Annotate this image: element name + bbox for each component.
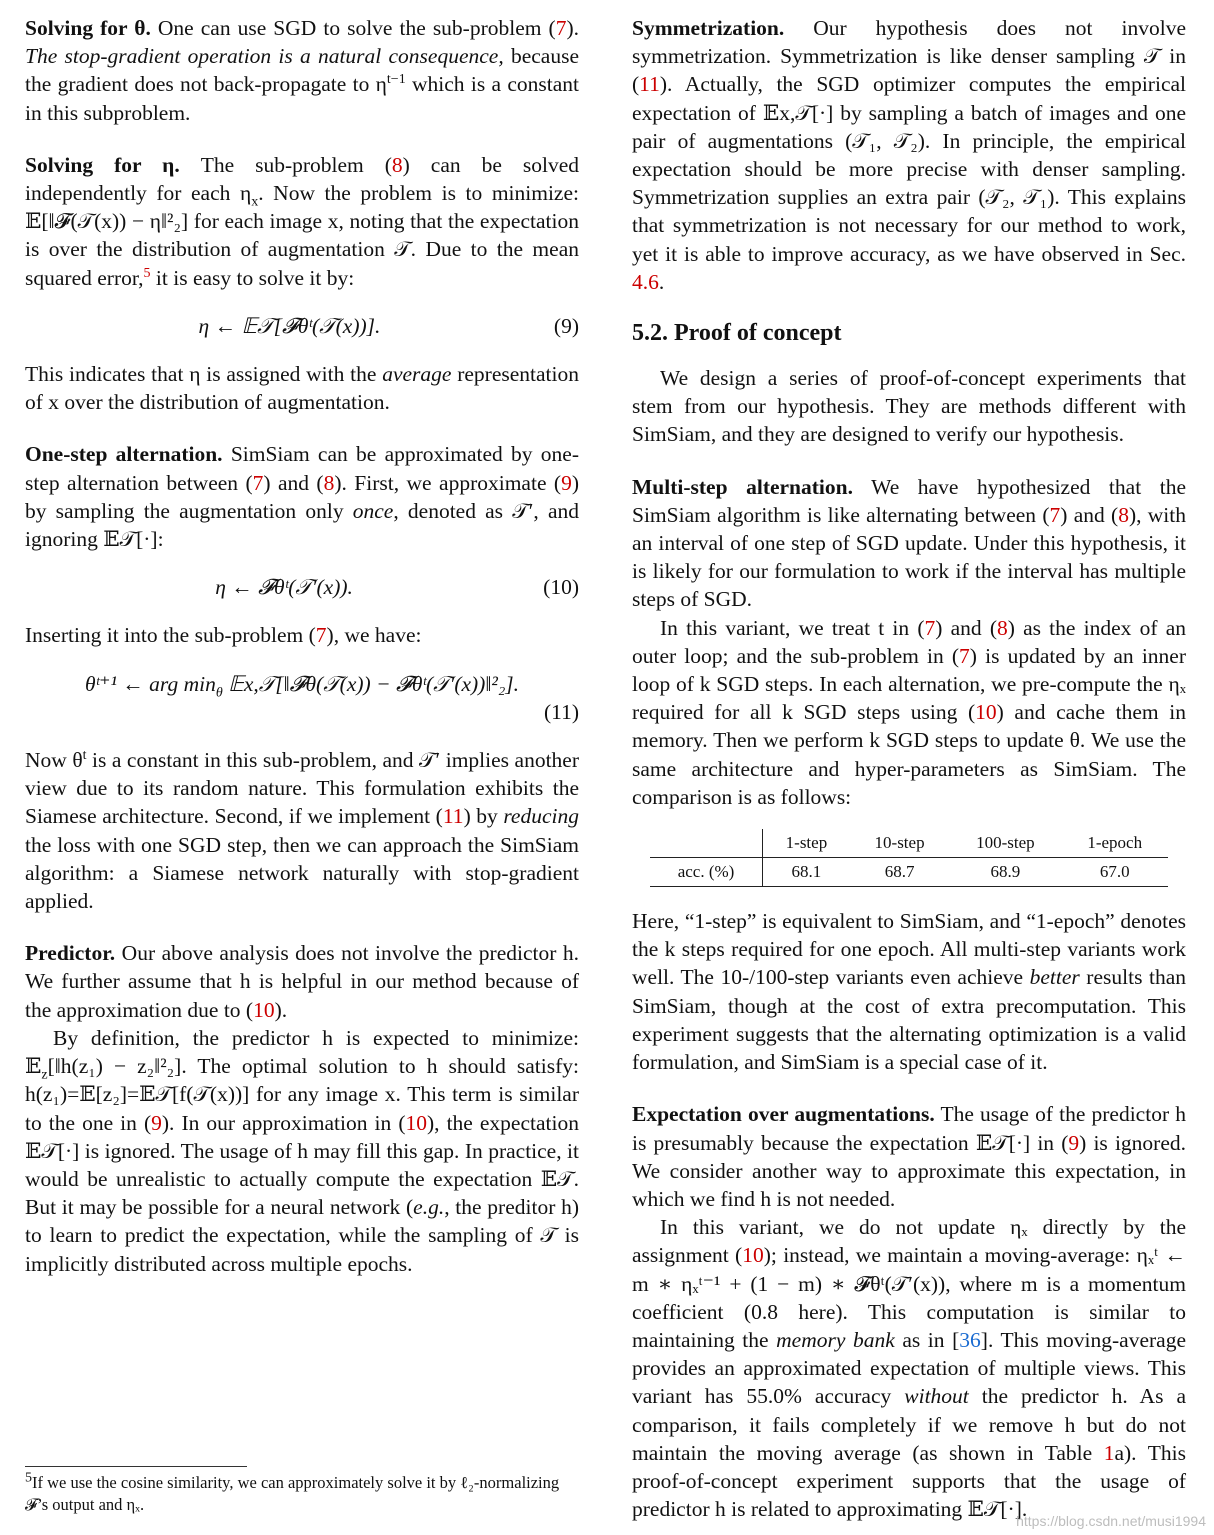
table-ref[interactable]: 1 (1103, 1440, 1115, 1465)
predictor-paragraph: Predictor. Our above analysis does not involve the predictor h. We further assume that h is helpful in our method because of the approximation due to (10). (25, 941, 579, 1022)
equation-ref[interactable]: 10 (253, 997, 275, 1022)
footnote-mark: 5 (25, 1470, 32, 1486)
equation-ref[interactable]: 10 (742, 1243, 764, 1268)
equation-number: (11) (543, 699, 579, 724)
equation-ref[interactable]: 8 (391, 152, 403, 177)
watermark: https://blog.csdn.net/musi1994 (1016, 1513, 1206, 1529)
average-representation-paragraph: This indicates that η is assigned with the average representation of x over the distribution of augmentation. (25, 362, 580, 415)
run-in-heading: One-step alternation. (25, 442, 223, 467)
equation-number: (9) (553, 313, 579, 338)
expectation-paragraph: Expectation over augmentations. The usage of the predictor h is presumably because the expectation 𝔼𝒯[·] in (9) is ignored. We consider another way to approximate this expectation, in which we find h is not needed. (632, 1102, 1186, 1211)
table-col-header: 1-epoch (1061, 829, 1168, 858)
table-cell: 68.9 (949, 858, 1061, 887)
theta-constant-paragraph: Now $\theta^t$ is a constant in this sub-problem, and 𝒯′ implies another view due to its random nature. This formulation exhibits the Siamese architecture. Second, if we implement (11) by reducing the loss with one SGD step, then we can approach the SimSiam algorithm: a Siamese network naturally with stop-gradient applied. (25, 747, 580, 914)
table-discussion-paragraph: Here, “1-step” is equivalent to SimSiam, and “1-epoch” denotes the k steps required for one epoch. All multi-step variants work well. The 10-/100-step variants even achieve better results than SimSiam, though at the cost of extra precomputation. This experiment suggests that the alternating optimization is a valid formulation, and SimSiam is a special case of it. (632, 909, 1186, 1075)
equation-ref[interactable]: 9 (561, 470, 572, 495)
table-cell: 67.0 (1061, 858, 1168, 887)
equation-ref[interactable]: 10 (405, 1110, 427, 1135)
run-in-heading: Solving for θ. (25, 16, 151, 40)
inserting-paragraph: Inserting it into the sub-problem (7), we have: (25, 623, 422, 648)
run-in-heading: Predictor. (25, 941, 116, 966)
equation-10: η ← 𝓕θᵗ(𝒯′(x)). (10) (25, 573, 579, 601)
equation-11: θᵗ⁺¹ ← arg $\min_\theta$ 𝔼x,𝒯[‖𝓕θ(𝒯(x)) − 𝓕θᵗ(𝒯′(x))‖²₂]. (11) (25, 670, 579, 726)
run-in-heading: Expectation over augmentations. (632, 1102, 935, 1127)
equation-ref[interactable]: 7 (1049, 502, 1061, 527)
footnote-ref[interactable]: 5 (143, 265, 151, 281)
one-step-paragraph: One-step alternation. SimSiam can be approximated by one-step alternation between (7) and (8). First, we approximate (9) by sampling the augmentation only once, denoted as 𝒯′, and ignoring 𝔼𝒯[·]: (25, 442, 579, 552)
table-cell: 68.1 (763, 858, 850, 887)
table-col-header: 100-step (949, 829, 1061, 858)
table-row-label: acc. (%) (650, 858, 763, 887)
table-row (650, 858, 1168, 887)
equation-ref[interactable]: 8 (996, 615, 1008, 640)
multi-step-paragraph: Multi-step alternation. We have hypothesized that the SimSiam algorithm is like alternating between (7) and (8), with an interval of one step of SGD update. Under this hypothesis, it is likely for our formulation to work if the interval has multiple steps of SGD. (632, 474, 1187, 612)
table-corner (650, 829, 763, 858)
table-cell: 68.7 (850, 858, 949, 887)
proof-intro-paragraph: We design a series of proof-of-concept experiments that stem from our hypothesis. They are methods different with SimSiam, and they are designed to verify our hypothesis. (632, 366, 1186, 447)
run-in-heading: Symmetrization. (632, 16, 785, 40)
solving-theta-paragraph: Solving for θ. One can use SGD to solve the sub-problem (7). The stop-gradient operation is a natural consequence, because the gradient does not back-propagate to $\eta^{t-1}$ which is a constant in this subproblem. (25, 16, 579, 125)
equation-ref[interactable]: 9 (1068, 1130, 1080, 1155)
equation-ref[interactable]: 11 (639, 72, 660, 97)
equation-ref[interactable]: 9 (151, 1110, 162, 1135)
equation-ref[interactable]: 7 (924, 615, 936, 640)
equation-ref[interactable]: 11 (442, 804, 464, 829)
footnote-divider (25, 1466, 247, 1467)
predictor-definition-paragraph: By definition, the predictor h is expected to minimize: 𝔼$_z$[‖h(z₁) − z₂‖²₂]. The optimal solution to h should satisfy: h(z₁)=𝔼[z₂]=𝔼𝒯[f(𝒯(x))] for any image x. This term is similar to the one in (9). In our approximation in (10), the expectation 𝔼𝒯[·] is ignored. The usage of h may fill this gap. In practice, it would be unrealistic to actually compute the expectation 𝔼𝒯. But it may be possible for a neural network (e.g., the preditor h) to learn to predict the expectation, while the sampling of 𝒯 is implicitly distributed across multiple epochs. (25, 1025, 579, 1276)
table-col-header: 1-step (763, 829, 850, 858)
section-heading: 5.2. Proof of concept (632, 320, 842, 347)
results-table (650, 829, 1168, 887)
variant-paragraph: In this variant, we treat t in (7) and (8) as the index of an outer loop; and the sub-problem in (7) is updated by an inner loop of k SGD steps. In each alternation, we pre-compute the ηₓ required for all k SGD steps using (10) and cache them in memory. Then we perform k SGD steps to update θ. We use the same architecture and hyper-parameters as SimSiam. The comparison is as follows: (632, 615, 1186, 809)
table-col-header: 10-step (850, 829, 949, 858)
right-column (632, 14, 1186, 1523)
citation-ref[interactable]: 36 (959, 1327, 981, 1352)
moving-average-paragraph: In this variant, we do not update ηₓ directly by the assignment (10); instead, we maintain a moving-average: ηₓᵗ ← m ∗ ηₓᵗ⁻¹ + (1 − m) ∗ 𝓕θᵗ(𝒯′(x)), where m is a momentum coefficient (0.8 here). This computation is similar to maintaining the memory bank as in [36]. This moving-average provides an approximated expectation of multiple views. This variant has 55.0% accuracy without the predictor h. As a comparison, it fails completely if we remove h but do not maintain the moving average (as shown in Table 1a). This proof-of-concept experiment supports that the usage of predictor h is related to approximating 𝔼𝒯[·]. (632, 1215, 1186, 1522)
solving-eta-paragraph: Solving for η. The sub-problem (8) can be solved independently for each $\eta_x$. Now the problem is to minimize: 𝔼[‖𝓕(𝒯(x)) − η‖²₂] for each image x, noting that the expectation is over the distribution of augmentation 𝒯. Due to the mean squared error,$^5$ it is easy to solve it by: (25, 152, 580, 290)
footnote: $^5$If we use the cosine similarity, we can approximately solve it by ℓ₂-normalizing 𝓕’s output and ηₓ. (25, 1470, 560, 1514)
table-header-row (650, 829, 1168, 858)
equation-ref[interactable]: 7 (252, 470, 264, 495)
left-column (25, 14, 579, 1278)
equation-ref[interactable]: 8 (1118, 502, 1129, 527)
symmetrization-paragraph: Symmetrization. Our hypothesis does not involve symmetrization. Symmetrization is like denser sampling 𝒯 in (11). Actually, the SGD optimizer computes the empirical expectation of 𝔼x,𝒯[·] by sampling a batch of images and one pair of augmentations (𝒯₁, 𝒯₂). In principle, the empirical expectation should be more precise with denser sampling. Symmetrization supplies an extra pair (𝒯₂, 𝒯₁). This explains that symmetrization is not necessary for our method to work, yet it is able to improve accuracy, as we have observed in Sec. 4.6. (632, 16, 1186, 294)
run-in-heading: Multi-step alternation. (632, 474, 853, 499)
equation-number: (10) (543, 575, 579, 600)
equation-ref[interactable]: 10 (975, 700, 997, 725)
run-in-heading: Solving for η. (25, 152, 180, 177)
equation-ref[interactable]: 7 (959, 643, 970, 668)
equation-ref[interactable]: 8 (323, 470, 335, 495)
equation-9: η ← 𝔼𝒯[𝓕θᵗ(𝒯(x))]. (9) (25, 312, 579, 340)
equation-ref[interactable]: 7 (315, 623, 327, 648)
equation-ref[interactable]: 7 (555, 16, 567, 40)
section-ref[interactable]: 4.6 (632, 269, 659, 294)
